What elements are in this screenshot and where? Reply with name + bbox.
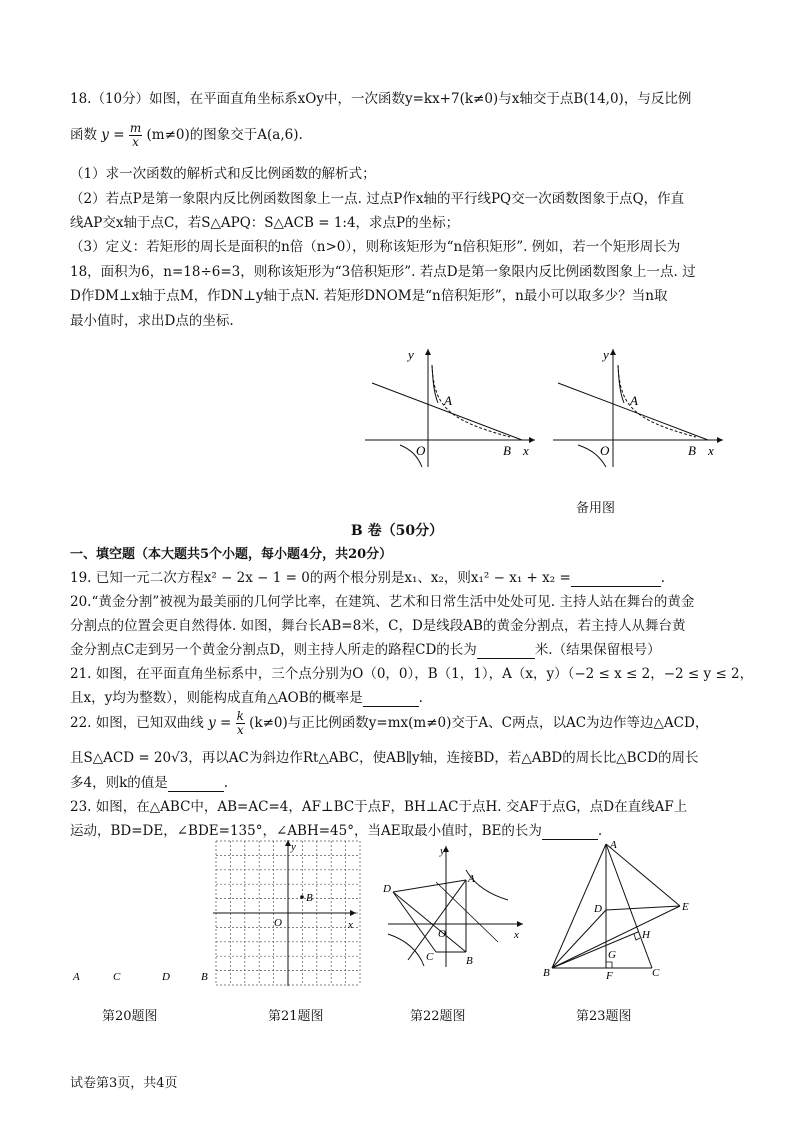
q18-part3b: 18，面积为6，n=18÷6=3，则称该矩形为“3倍积矩形”. 若点D是第一象限内反比例函数图象上一点. 过: [70, 264, 696, 280]
fig22: [378, 842, 526, 970]
section-part1: 一、填空题（本大题共5个小题，每小题4分，共20分）: [70, 547, 393, 562]
q23-line2: 运动，BD=DE，∠BDE=135°，∠ABH=45°，当AE取最小值时，BE的长为 .: [70, 823, 603, 839]
fig23-label-d: D: [594, 903, 602, 915]
fig21: [208, 838, 360, 988]
fig22-label-c: C: [426, 951, 434, 963]
q22-fraction: $\frac{k}{x}$: [236, 709, 244, 737]
section-title: B 卷（50分）: [350, 523, 444, 539]
fig20: [68, 960, 218, 990]
fig20-point-a: A: [73, 971, 80, 983]
fig21-caption: 第21题图: [268, 1009, 324, 1024]
q18-line2-a: 函数: [70, 127, 97, 143]
q20-line1: 20.“黄金分割”被视为最美丽的几何学比率，在建筑、艺术和日常生活中处处可见. 主持人站在舞台的黄金: [70, 594, 695, 610]
q21-answer-blank[interactable]: [363, 690, 419, 707]
q18-part2a: （2）若点P是第一象限内反比例函数图象上一点. 过点P作x轴的平行线PQ交一次函数图象于点Q，作直: [70, 191, 685, 207]
q18-fn-y: y =: [101, 127, 125, 143]
fig21-label-y: y: [291, 841, 296, 853]
q18-part3c: D作DM⊥x轴于点M，作DN⊥y轴于点N. 若矩形DNOM是“n倍积矩形”，n最小可以取多少？当n取: [70, 288, 668, 304]
q18-fraction: $\frac{m}{x}$: [129, 121, 142, 149]
page-footer: 试卷第3页，共4页: [70, 1076, 178, 1091]
fig23-label-f: F: [606, 970, 613, 982]
q18-part2b: 线AP交x轴于点C，若S△APQ：S△ACB = 1:4，求点P的坐标；: [70, 215, 460, 231]
q18-part3d: 最小值时，求出D点的坐标.: [70, 313, 234, 329]
fig20-point-d: D: [162, 971, 170, 983]
fig21-label-o: O: [274, 917, 282, 929]
fig23: [540, 838, 700, 980]
q18-spare-figure: [548, 345, 728, 470]
fig22-label-d: D: [383, 883, 391, 895]
q20-line2: 分割点的位置会更自然得体. 如图，舞台长AB=8米，C，D是线段AB的黄金分割点，若主持人从舞台黄: [70, 618, 686, 634]
q18-line2-b: (m≠0)的图象交于A(a,6).: [146, 127, 303, 143]
fig23-label-g: G: [608, 949, 616, 961]
q18-part1: （1）求一次函数的解析式和反比例函数的解析式；: [70, 166, 376, 182]
q19-text: 19. 已知一元二次方程x² − 2x − 1 = 0的两个根分别是x₁、x₂，则x₁² − x₁ + x₂ =: [70, 570, 571, 586]
fig22-caption: 第22题图: [410, 1009, 466, 1024]
q22-line2: 且S△ACD = 20√3，再以AC为斜边作Rt△ABC，使AB∥y轴，连接BD，若△ABD的周长比△BCD的周长: [70, 750, 699, 766]
svg-text:x: x: [708, 443, 714, 458]
fig21-label-x: x: [348, 919, 353, 931]
fig23-label-b: B: [543, 967, 550, 979]
svg-text:A: A: [630, 393, 638, 408]
fig23-label-c: C: [652, 967, 660, 979]
fig22-label-x: x: [514, 929, 519, 941]
q18-figure: [360, 345, 540, 470]
fig18-label-y: y: [408, 347, 414, 362]
fig21-label-b: B: [306, 892, 313, 904]
q22-answer-blank[interactable]: [168, 775, 224, 792]
q19: 19. 已知一元二次方程x² − 2x − 1 = 0的两个根分别是x₁、x₂，则x₁² − x₁ + x₂ = .: [70, 570, 666, 586]
svg-text:y: y: [603, 347, 609, 362]
fig23-label-e: E: [682, 901, 689, 913]
q22-line3: 多4，则k的值是 .: [70, 775, 229, 791]
fig20-caption: 第20题图: [102, 1009, 158, 1024]
fig23-caption: 第23题图: [576, 1009, 632, 1024]
fig18-label-a: A: [444, 393, 452, 408]
q21-line1: 21. 如图，在平面直角坐标系中，三个点分别为O（0，0），B（1，1），A（x，y）（−2 ≤ x ≤ 2，−2 ≤ y ≤ 2，: [70, 666, 754, 682]
q20-line3: 金分割点C走到另一个黄金分割点D，则主持人所走的路程CD的长为 米.（结果保留根号）: [70, 642, 661, 658]
fig22-label-y: y: [440, 845, 445, 857]
fig22-label-a: A: [468, 873, 475, 885]
q19-answer-blank[interactable]: [571, 570, 661, 587]
fig20-point-b: B: [201, 971, 208, 983]
fig22-label-o: O: [438, 928, 446, 940]
q18-line2: [70, 122, 303, 149]
svg-text:B: B: [688, 443, 696, 458]
q21-line2: 且x，y均为整数），则能构成直角△AOB的概率是 .: [70, 690, 423, 706]
fig18-spare-caption: 备用图: [576, 501, 616, 516]
fig18-label-o: O: [416, 443, 426, 458]
fig23-label-h: H: [642, 929, 650, 941]
fig20-point-c: C: [113, 971, 121, 983]
fig23-label-a: A: [610, 839, 617, 851]
svg-text:O: O: [600, 443, 610, 458]
q23-line1: 23. 如图，在△ABC中，AB=AC=4，AF⊥BC于点F，BH⊥AC于点H. 交AF于点G，点D在直线AF上: [70, 799, 688, 815]
q22-line1: 22. 如图，已知双曲线 y = $\frac{k}{x}$ (k≠0)与正比例函数y=mx(m≠0)交于A、C两点，以AC为边作等边△ACD，: [70, 709, 709, 737]
fig22-label-b: B: [466, 955, 473, 967]
q20-answer-blank[interactable]: [477, 642, 535, 659]
fig18-label-x: x: [523, 443, 529, 458]
q18-line1: 18.（10分）如图，在平面直角坐标系xOy中，一次函数y=kx+7(k≠0)与x轴交于点B(14,0)，与反比例: [70, 91, 692, 107]
fig18-label-b: B: [503, 443, 511, 458]
q18-part3a: （3）定义：若矩形的周长是面积的n倍（n>0），则称该矩形为“n倍积矩形”. 例如，若一个矩形周长为: [70, 239, 681, 255]
